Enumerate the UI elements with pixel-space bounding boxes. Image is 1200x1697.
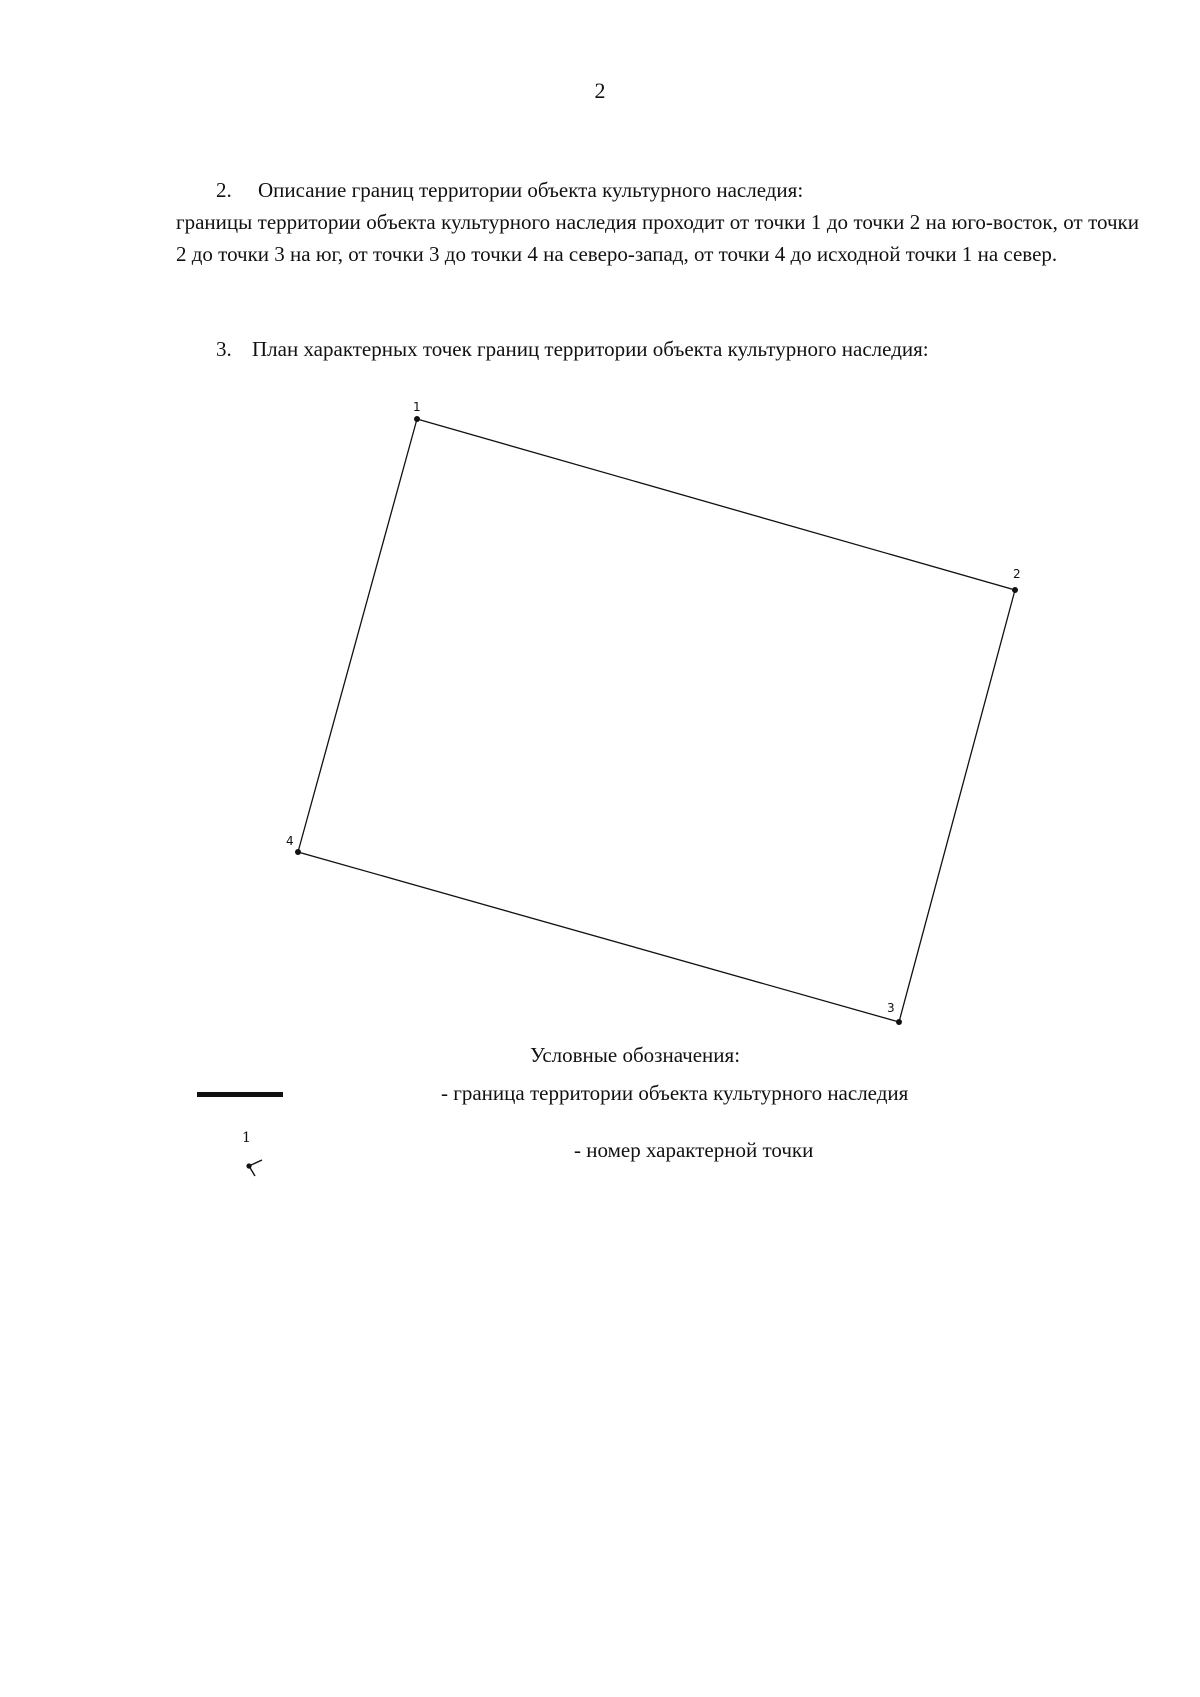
point-number-legend-sample bbox=[236, 1128, 276, 1178]
point-number-legend-text: - номер характерной точки bbox=[574, 1138, 814, 1162]
boundary-description-text: границы территории объекта культурного наследия проходит от точки 1 до точки 2 на юго-восток, от точки 2 до точки 3 на юг, от точки 3 до точки 4 на северо-запад, от точки 4 до исходной точки 1 на север. bbox=[176, 210, 1139, 266]
legend-point-label: 1 bbox=[242, 1130, 251, 1146]
characteristic-point-4 bbox=[286, 834, 301, 855]
point-label: 4 bbox=[286, 834, 294, 848]
section-number: 2. bbox=[216, 178, 232, 202]
section-number: 3. bbox=[216, 337, 232, 361]
characteristic-point-2 bbox=[1012, 567, 1021, 593]
legend-point-leader bbox=[249, 1160, 262, 1166]
point-marker bbox=[1012, 587, 1018, 593]
point-marker bbox=[896, 1019, 902, 1025]
boundary-line-legend-sample bbox=[197, 1092, 283, 1097]
point-marker bbox=[414, 416, 420, 422]
legend-title: Условные обозначения: bbox=[530, 1043, 741, 1067]
point-label: 1 bbox=[413, 400, 421, 414]
territory-boundary-polygon bbox=[298, 419, 1015, 1022]
characteristic-point-1 bbox=[413, 400, 421, 422]
point-marker bbox=[295, 849, 301, 855]
point-label: 3 bbox=[887, 1001, 895, 1015]
point-label: 2 bbox=[1013, 567, 1021, 581]
page-number: 2 bbox=[594, 78, 606, 103]
boundary-line-legend-text: - граница территории объекта культурного наследия bbox=[441, 1081, 909, 1105]
legend-point-leader bbox=[249, 1166, 255, 1176]
section-heading-text: Описание границ территории объекта культурного наследия: bbox=[258, 178, 804, 202]
section-heading-text: План характерных точек границ территории объекта культурного наследия: bbox=[252, 337, 929, 361]
